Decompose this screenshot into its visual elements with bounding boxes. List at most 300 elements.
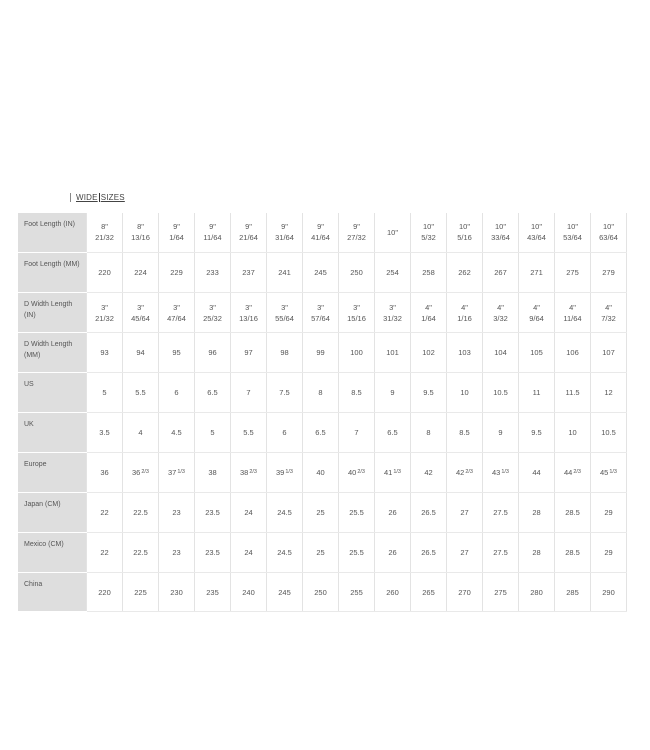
cell-value: 5 [102,388,107,397]
table-cell [159,453,195,493]
cell-value: 220 [98,587,111,597]
cell-value: 245 [278,587,291,597]
cell-value: 8.5 [351,388,362,397]
table-cell [123,213,159,253]
row-header: China [18,573,87,612]
table-cell [231,213,267,253]
cell-value: 39 [276,468,285,477]
table-cell [339,373,375,413]
table-cell [519,213,555,253]
table-cell [411,333,447,373]
wide-sizes-link[interactable] [76,193,125,202]
table-cell [447,413,483,453]
table-cell [195,493,231,533]
cell-value: 96 [208,348,217,357]
cell-value: 26.5 [421,508,436,517]
cell-value: 3" 55/64 [275,302,294,323]
table-cell [483,373,519,413]
table-cell [303,413,339,453]
cell-value: 260 [386,587,399,597]
cell-value: 255 [350,587,363,597]
cell-value: 5.5 [135,388,146,397]
cell-fraction: 2/3 [141,469,149,475]
table-cell [123,293,159,333]
cell-value: 4 [138,428,143,437]
table-cell [267,533,303,573]
table-cell [519,533,555,573]
table-cell [375,493,411,533]
cell-value: 237 [242,268,255,277]
cell-value: 25.5 [349,508,364,517]
cell-value: 265 [422,587,435,597]
table-cell [123,413,159,453]
cell-value: 10" 53/64 [563,222,582,243]
table-cell [231,253,267,293]
cell-fraction: 2/3 [573,469,581,475]
row-header: Europe [18,453,87,493]
cell-value: 241 [278,268,291,277]
cell-value: 36 [132,468,141,477]
table-cell [123,253,159,293]
table-cell [411,453,447,493]
cell-value: 22.5 [133,508,148,517]
cell-value: 240 [242,587,255,597]
table-cell [411,293,447,333]
table-cell [303,453,339,493]
table-cell [483,293,519,333]
cell-value: 230 [170,587,183,597]
cell-value: 28.5 [565,548,580,557]
table-cell [87,213,123,253]
table-cell [87,533,123,573]
cell-value: 245 [314,268,327,277]
table-cell [195,453,231,493]
table-cell [231,453,267,493]
table-cell [267,453,303,493]
row-header: US [18,373,87,413]
table-cell [267,573,303,612]
cell-value: 11 [532,388,541,397]
cell-value: 41 [384,468,393,477]
cell-value: 229 [170,268,183,277]
table-cell [231,533,267,573]
cell-value: 105 [530,348,543,357]
table-cell [591,293,627,333]
table-cell [555,213,591,253]
table-cell [195,253,231,293]
cell-value: 44 [564,468,573,477]
table-cell [555,453,591,493]
cell-value: 9" 31/64 [275,222,294,243]
table-cell [483,453,519,493]
table-cell [555,573,591,612]
cell-value: 10.5 [601,428,616,437]
table-cell [339,533,375,573]
cell-value: 12 [604,388,613,397]
cell-value: 10" 43/64 [527,222,546,243]
cell-value: 103 [458,348,471,357]
size-chart-heading [70,193,125,202]
cell-value: 40 [348,468,357,477]
cell-value: 4" 7/32 [601,302,616,323]
table-cell [519,373,555,413]
cell-value: 4" 1/64 [421,302,436,323]
table-row [18,293,627,333]
cell-value: 104 [494,348,507,357]
table-cell [591,213,627,253]
table-cell [303,293,339,333]
cell-value: 4.5 [171,428,182,437]
table-cell [267,373,303,413]
table-cell [339,493,375,533]
cell-value: 23.5 [205,508,220,517]
table-cell [339,293,375,333]
table-cell [519,453,555,493]
table-cell [591,373,627,413]
table-cell [411,253,447,293]
table-cell [375,453,411,493]
cell-value: 220 [98,268,111,277]
table-cell [591,493,627,533]
table-row [18,253,627,293]
table-cell [483,253,519,293]
table-cell [555,253,591,293]
table-cell [159,493,195,533]
cell-value: 23.5 [205,548,220,557]
table-cell [195,293,231,333]
table-row [18,493,627,533]
table-cell [519,333,555,373]
cell-value: 10" [386,227,398,237]
cell-value: 107 [602,348,615,357]
row-header: D Width Length (IN) [18,293,87,333]
cell-value: 10" 63/64 [599,222,618,243]
table-cell [447,453,483,493]
table-cell [123,573,159,612]
table-cell [447,253,483,293]
table-cell [591,533,627,573]
table-cell [375,413,411,453]
table-cell [483,413,519,453]
cell-value: 45 [600,468,609,477]
table-cell [555,493,591,533]
cell-value: 26 [388,508,397,517]
cell-value: 7.5 [279,388,290,397]
table-cell [591,453,627,493]
table-cell [519,253,555,293]
table-cell [195,213,231,253]
cell-value: 24.5 [277,548,292,557]
table-cell [375,333,411,373]
cell-value: 6.5 [387,428,398,437]
cell-value: 3" 13/16 [239,302,258,323]
cell-value: 3.5 [99,428,110,437]
cell-value: 42 [424,468,433,477]
size-chart-body [18,213,627,612]
table-row [18,213,627,253]
cell-value: 233 [206,268,219,277]
table-cell [519,573,555,612]
table-cell [483,493,519,533]
cell-value: 275 [566,268,579,277]
cell-fraction: 1/3 [609,469,617,475]
cell-value: 10 [460,388,469,397]
cell-value: 27 [460,508,469,517]
table-cell [303,573,339,612]
table-cell [375,573,411,612]
table-cell [303,533,339,573]
cell-fraction: 1/3 [177,469,185,475]
cell-value: 290 [602,587,615,597]
table-cell [231,413,267,453]
table-cell [519,413,555,453]
table-cell [339,333,375,373]
table-cell [483,213,519,253]
cell-value: 271 [530,268,543,277]
table-cell [159,533,195,573]
table-cell [591,413,627,453]
table-cell [267,333,303,373]
cell-value: 3" 25/32 [203,302,222,323]
table-cell [411,213,447,253]
table-cell [87,413,123,453]
table-cell [375,253,411,293]
cell-fraction: 2/3 [357,469,365,475]
table-cell [123,333,159,373]
cell-value: 4" 11/64 [563,302,582,323]
cell-value: 43 [492,468,501,477]
cell-value: 6 [174,388,179,397]
table-cell [555,413,591,453]
table-cell [483,573,519,612]
table-cell [411,533,447,573]
table-cell [87,253,123,293]
cell-fraction: 1/3 [393,469,401,475]
cell-fraction: 2/3 [465,469,473,475]
cell-value: 279 [602,268,615,277]
cell-value: 275 [494,587,507,597]
cell-value: 250 [314,587,327,597]
wide-label: WIDE [76,193,98,202]
size-chart-table [17,212,627,612]
cell-value: 3" 21/32 [95,302,114,323]
row-header: Mexico (CM) [18,533,87,573]
cell-value: 3" 47/64 [167,302,186,323]
table-row [18,373,627,413]
cell-fraction: 1/3 [285,469,293,475]
cell-value: 94 [136,348,145,357]
cell-value: 25 [316,508,325,517]
cell-value: 4" 9/64 [529,302,544,323]
cell-value: 38 [208,468,217,477]
cell-value: 36 [100,468,109,477]
cell-value: 3" 57/64 [311,302,330,323]
row-header: Foot Length (IN) [18,213,87,253]
table-row [18,573,627,612]
text-cursor [99,193,100,202]
table-cell [339,413,375,453]
cell-value: 10" 5/16 [457,222,472,243]
cell-value: 7 [354,428,359,437]
cell-value: 5 [210,428,215,437]
table-cell [411,493,447,533]
row-header: D Width Length (MM) [18,333,87,373]
cell-value: 102 [422,348,435,357]
table-cell [519,293,555,333]
cell-value: 99 [316,348,325,357]
cell-value: 10 [568,428,577,437]
cell-value: 9.5 [423,388,434,397]
cell-value: 9 [390,388,395,397]
table-cell [447,493,483,533]
table-cell [159,213,195,253]
cell-value: 235 [206,587,219,597]
cell-value: 28.5 [565,508,580,517]
cell-value: 100 [350,348,363,357]
cell-value: 37 [168,468,177,477]
cell-value: 262 [458,268,471,277]
cell-value: 25 [316,548,325,557]
table-cell [231,293,267,333]
cell-value: 250 [350,268,363,277]
table-cell [159,413,195,453]
cell-fraction: 1/3 [501,469,509,475]
cell-value: 23 [172,508,181,517]
cell-value: 101 [386,348,399,357]
cell-value: 97 [244,348,253,357]
table-cell [87,453,123,493]
table-cell [555,533,591,573]
cell-value: 9.5 [531,428,542,437]
table-cell [231,493,267,533]
table-cell [231,373,267,413]
cell-value: 5.5 [243,428,254,437]
cell-value: 25.5 [349,548,364,557]
cell-value: 4" 3/32 [493,302,508,323]
table-cell [87,373,123,413]
table-cell [447,533,483,573]
cell-value: 285 [566,587,579,597]
table-cell [267,213,303,253]
table-cell [303,213,339,253]
table-cell [87,333,123,373]
table-cell [267,293,303,333]
row-header: Japan (CM) [18,493,87,533]
table-cell [591,333,627,373]
table-cell [483,333,519,373]
cell-value: 4" 1/16 [457,302,472,323]
sizes-label: SIZES [100,193,125,202]
cell-value: 27.5 [493,548,508,557]
cell-value: 254 [386,268,399,277]
cell-value: 24 [244,508,253,517]
table-row [18,453,627,493]
cell-value: 26.5 [421,548,436,557]
cell-value: 10" 33/64 [491,222,510,243]
table-cell [195,333,231,373]
table-cell [375,293,411,333]
cell-value: 40 [316,468,325,477]
cell-value: 42 [456,468,465,477]
cell-value: 106 [566,348,579,357]
table-cell [339,573,375,612]
table-cell [447,573,483,612]
table-cell [123,373,159,413]
cell-value: 22 [100,508,109,517]
cell-value: 95 [172,348,181,357]
cell-value: 26 [388,548,397,557]
cell-value: 8 [426,428,431,437]
cell-value: 6.5 [207,388,218,397]
cell-value: 98 [280,348,289,357]
table-cell [123,533,159,573]
table-cell [267,413,303,453]
table-row [18,413,627,453]
table-cell [303,253,339,293]
table-cell [447,293,483,333]
table-cell [411,413,447,453]
cell-value: 267 [494,268,507,277]
cell-value: 6.5 [315,428,326,437]
cell-value: 10" 5/32 [421,222,436,243]
cell-value: 27.5 [493,508,508,517]
cell-value: 9" 41/64 [311,222,330,243]
cell-value: 29 [604,508,613,517]
table-cell [267,253,303,293]
cell-value: 280 [530,587,543,597]
table-cell [375,373,411,413]
table-cell [159,333,195,373]
cell-value: 9" 21/64 [239,222,258,243]
table-cell [555,333,591,373]
table-cell [267,493,303,533]
table-cell [123,453,159,493]
cell-value: 9" 11/64 [203,222,222,243]
cell-value: 7 [246,388,251,397]
table-cell [447,333,483,373]
table-cell [231,333,267,373]
cell-value: 270 [458,587,471,597]
table-cell [339,213,375,253]
table-cell [159,253,195,293]
cell-fraction: 2/3 [249,469,257,475]
cell-value: 225 [134,587,147,597]
table-cell [195,573,231,612]
table-cell [519,493,555,533]
table-cell [303,373,339,413]
cell-value: 28 [532,508,541,517]
row-header: UK [18,413,87,453]
table-cell [303,493,339,533]
cell-value: 6 [282,428,287,437]
table-cell [483,533,519,573]
table-cell [375,213,411,253]
table-cell [87,493,123,533]
cell-value: 24 [244,548,253,557]
cell-value: 24.5 [277,508,292,517]
row-header: Foot Length (MM) [18,253,87,293]
cell-value: 8" 13/16 [131,222,150,243]
divider [70,193,71,202]
cell-value: 8" 21/32 [95,222,114,243]
table-cell [195,413,231,453]
table-cell [159,373,195,413]
cell-value: 27 [460,548,469,557]
cell-value: 23 [172,548,181,557]
table-cell [87,293,123,333]
cell-value: 9" 1/64 [169,222,184,243]
table-cell [159,573,195,612]
